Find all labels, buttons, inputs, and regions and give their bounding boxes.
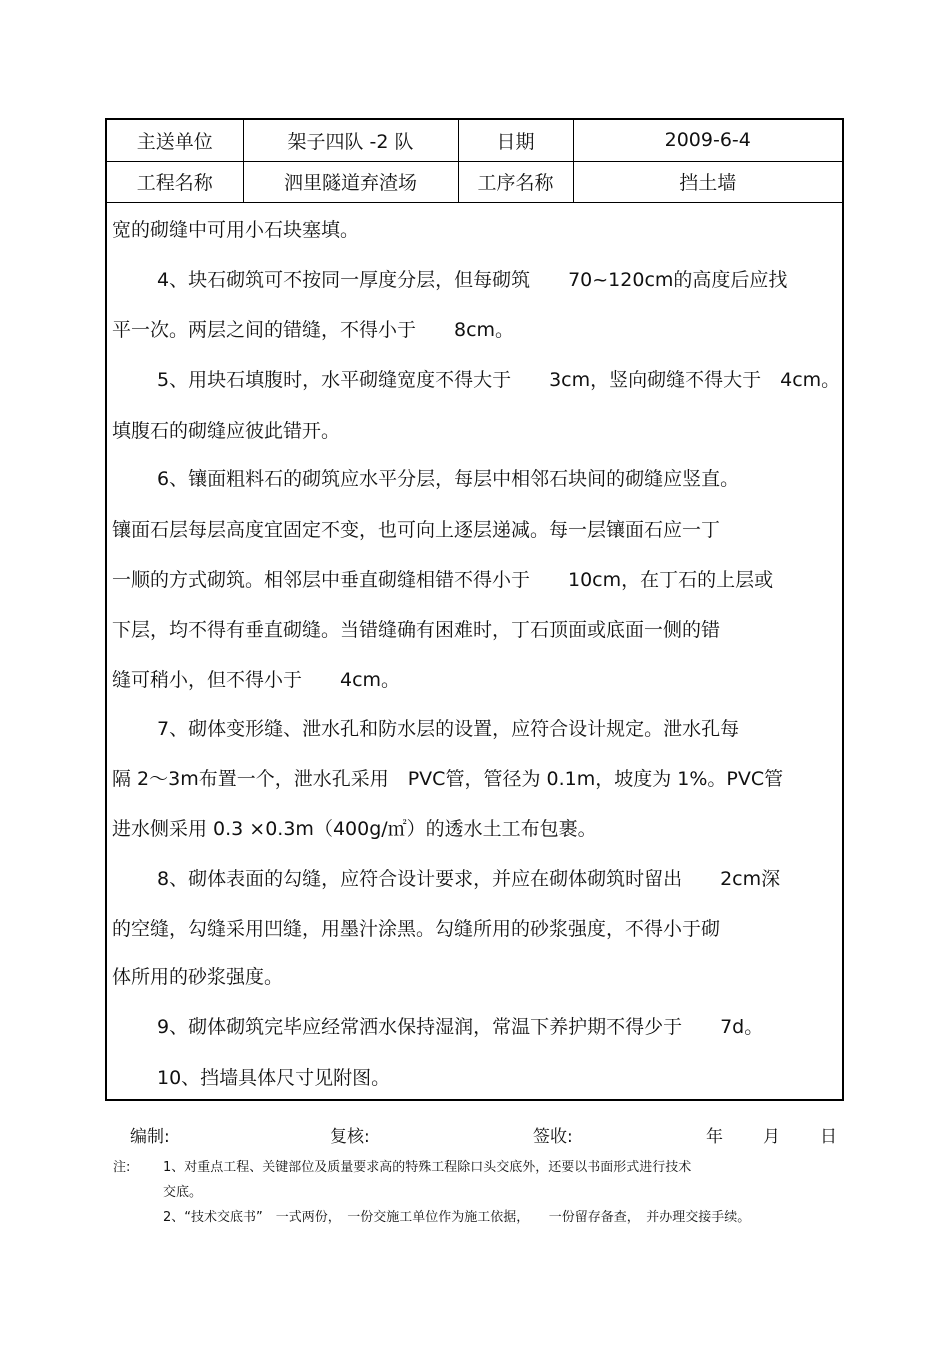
content-line: 9、砌体砌筑完毕应经常洒水保持湿润，常温下养护期不得少于 7d。 — [157, 1016, 764, 1038]
process-name-label: 工序名称 — [458, 161, 573, 202]
month-label: 月 — [763, 1127, 780, 1147]
content-line: 进水侧采用 0.3 ×0.3m（400g/㎡）的透水土工布包裹。 — [112, 818, 597, 840]
recipient-unit-value: 架子四队 -2 队 — [243, 120, 458, 161]
content-line: 7、砌体变形缝、泄水孔和防水层的设置，应符合设计规定。泄水孔每 — [157, 718, 740, 740]
project-name-label: 工程名称 — [107, 161, 243, 202]
content-line: 镶面石层每层高度宜固定不变，也可向上逐层递减。每一层镶面石应一丁 — [112, 519, 721, 541]
content-line: 宽的砌缝中可用小石块塞填。 — [112, 219, 360, 241]
received-by-label: 签收: — [533, 1127, 573, 1147]
reviewed-by-label: 复核: — [330, 1127, 370, 1147]
disclosure-form-frame — [105, 118, 844, 1101]
project-name-value: 泗里隧道弃渣场 — [243, 161, 458, 202]
content-line: 平一次。两层之间的错缝，不得小于 8cm。 — [112, 319, 515, 341]
content-line: 缝可稍小，但不得小于 4cm。 — [112, 669, 401, 691]
notes-label: 注: — [113, 1160, 131, 1175]
year-label: 年 — [706, 1127, 723, 1147]
content-line: 下层，均不得有垂直砌缝。当错缝确有困难时，丁石顶面或底面一侧的错 — [112, 619, 721, 641]
content-line: 8、砌体表面的勾缝，应符合设计要求，并应在砌体砌筑时留出 2cm深 — [157, 868, 781, 890]
content-line: 5、用块石填腹时，水平砌缝宽度不得大于 3cm，竖向砌缝不得大于 4cm。 — [157, 369, 841, 391]
content-line: 的空缝，勾缝采用凹缝，用墨汁涂黑。勾缝所用的砂浆强度，不得小于砌 — [112, 918, 721, 940]
content-line: 填腹石的砌缝应彼此错开。 — [112, 420, 341, 442]
header-row-1 — [107, 120, 842, 161]
content-line: 6、镶面粗料石的砌筑应水平分层，每层中相邻石块间的砌缝应竖直。 — [157, 468, 740, 490]
header-table — [107, 120, 842, 203]
note-2: 2、“技术交底书” 一式两份， 一份交施工单位作为施工依据， 一份留存备查， 并办理交接手续。 — [163, 1210, 751, 1225]
date-value: 2009-6-4 — [573, 120, 842, 161]
note-1: 1、对重点工程、关键部位及质量要求高的特殊工程除口头交底外，还要以书面形式进行技术 — [163, 1160, 692, 1175]
header-row-2 — [107, 161, 842, 202]
content-line: 隔 2～3m布置一个，泄水孔采用 PVC管，管径为 0.1m，坡度为 1%。PVC管 — [112, 768, 784, 790]
date-label: 日期 — [458, 120, 573, 161]
process-name-value: 挡土墙 — [573, 161, 842, 202]
content-line: 体所用的砂浆强度。 — [112, 966, 284, 988]
note-1-continued: 交底。 — [163, 1185, 203, 1200]
recipient-unit-label: 主送单位 — [107, 120, 243, 161]
content-line: 一顺的方式砌筑。相邻层中垂直砌缝相错不得小于 10cm，在丁石的上层或 — [112, 569, 774, 591]
content-line: 10、挡墙具体尺寸见附图。 — [157, 1067, 391, 1089]
compiled-by-label: 编制: — [130, 1127, 170, 1147]
day-label: 日 — [820, 1127, 837, 1147]
content-line: 4、块石砌筑可不按同一厚度分层，但每砌筑 70~120cm的高度后应找 — [157, 269, 788, 291]
